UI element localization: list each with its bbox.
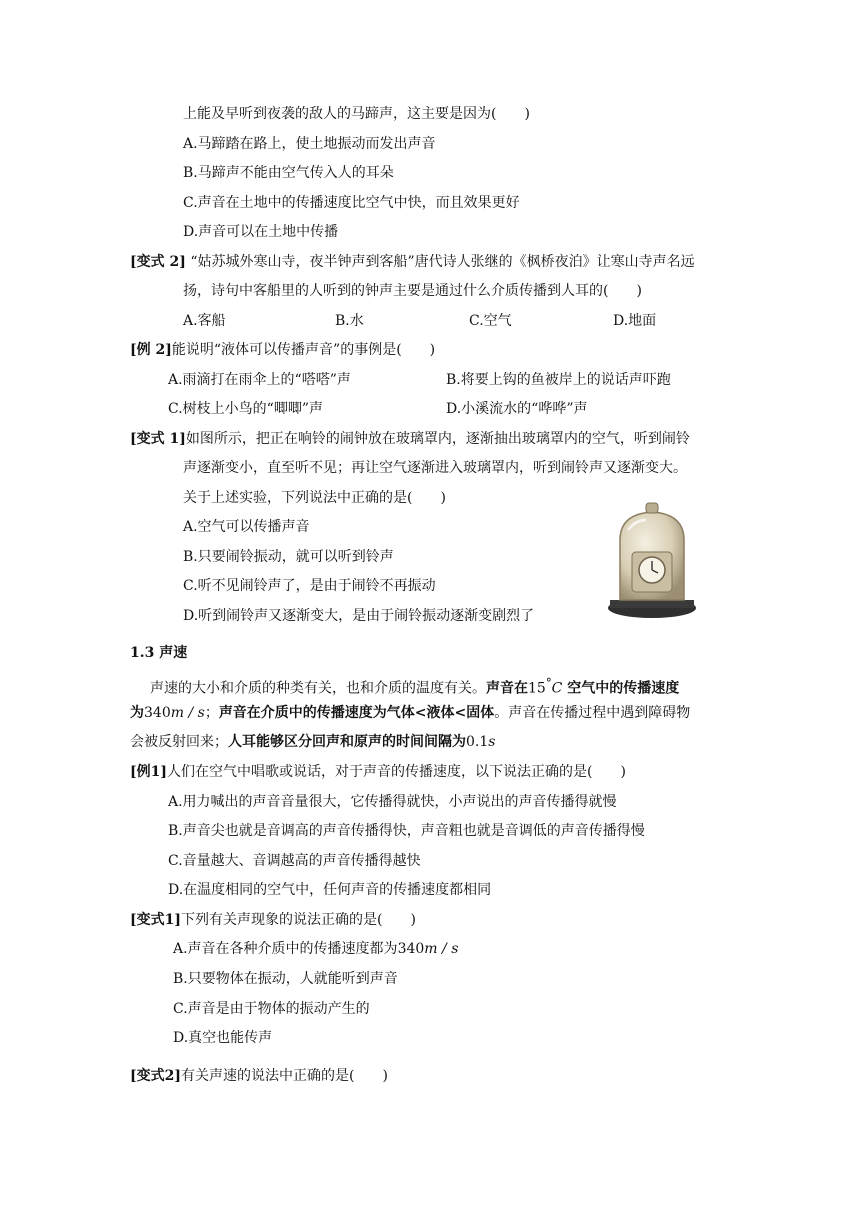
question-stem-continued: 关于上述实验，下列说法中正确的是( ) [183, 490, 446, 506]
option-b: B.声音尖也就是音调高的声音传播得快，声音粗也就是音调低的声音传播得慢 [168, 823, 645, 839]
text-run: 为 [130, 705, 144, 721]
question-stem-continued: 声逐渐变小，直至听不见；再让空气逐渐进入玻璃罩内，听到闹铃声又逐渐变大。 [183, 460, 687, 476]
question-stem-continued: 扬，诗句中客船里的人听到的钟声主要是通过什么介质传播到人耳的( ) [183, 283, 642, 299]
paragraph-line [130, 703, 690, 723]
option-b: B.水 [335, 313, 364, 329]
question-tag: [例 2] [130, 342, 172, 358]
interval-value: 0.1 [466, 734, 489, 750]
question-stem: 下列有关声现象的说法正确的是( ) [181, 912, 416, 928]
text-run: 声音在介质中的传播速度为气体<液体<固体 [218, 705, 495, 721]
option-a: A.空气可以传播声音 [183, 519, 310, 535]
variant-1-question [130, 429, 690, 449]
speed-value: 340 [397, 941, 425, 957]
option-a: A.马蹄踏在路上，使土地振动而发出声音 [183, 136, 436, 152]
option-a: A.雨滴打在雨伞上的“嗒嗒”声 [168, 372, 351, 388]
text-run: 。声音在传播过程中遇到障碍物 [494, 705, 691, 721]
question-stem: 上能及早听到夜袭的敌人的马蹄声，这主要是因为( ) [183, 106, 530, 122]
option-c: C.树枝上小鸟的“唧唧”声 [168, 401, 323, 417]
bell-jar-alarm-clock-image [606, 500, 698, 620]
option-c: C.声音在土地中的传播速度比空气中快，而且效果更好 [183, 195, 520, 211]
question-tag: [例1] [130, 764, 167, 780]
question-stem: 如图所示，把正在响铃的闹钟放在玻璃罩内，逐渐抽出玻璃罩内的空气，听到闹铃 [185, 431, 690, 447]
option-d: D.听到闹铃声又逐渐变大，是由于闹铃振动逐渐变剧烈了 [183, 608, 535, 624]
question-tag: [变式2] [130, 1068, 181, 1084]
speed-value: 340 [144, 705, 171, 721]
option-d: D.真空也能传声 [173, 1030, 273, 1046]
option-c: C.空气 [469, 313, 512, 329]
speed-unit: m / s [424, 941, 459, 957]
example-2-question [130, 340, 435, 360]
option-b: B.将要上钩的鱼被岸上的说话声吓跑 [446, 372, 671, 388]
option-b: B.只要物体在振动，人就能听到声音 [173, 971, 398, 987]
option-c: C.音量越大、音调越高的声音传播得越快 [168, 853, 421, 869]
option-d: D.声音可以在土地中传播 [183, 224, 339, 240]
option-d: D.小溪流水的“哗哗”声 [446, 401, 588, 417]
variant-1-question [130, 910, 416, 930]
paragraph-line [130, 732, 495, 752]
question-tag: [变式 1] [130, 431, 186, 447]
question-stem: “姑苏城外寒山寺，夜半钟声到客船”唐代诗人张继的《枫桥夜泊》让寒山寺声名远 [185, 254, 695, 270]
variant-2-question [130, 252, 695, 272]
variant-2-question [130, 1066, 388, 1086]
text-run: 声速的大小和介质的种类有关，也和介质的温度有关。 [150, 680, 486, 697]
option-a: A.用力喊出的声音音量很大，它传播得就快，小声说出的声音传播得就慢 [168, 794, 617, 810]
option-a: A.客船 [183, 313, 226, 329]
option-text: A.声音在各种介质中的传播速度都为 [173, 941, 398, 957]
speed-unit: m / s [170, 705, 205, 721]
question-stem: 能说明“液体可以传播声音”的事例是( ) [171, 342, 436, 358]
option-d: D.地面 [613, 313, 657, 329]
text-run: 会被反射回来； [130, 734, 228, 750]
text-run: 空气中的传播速度 [562, 680, 680, 697]
question-stem: 有关声速的说法中正确的是( ) [181, 1068, 388, 1084]
option-b: B.只要闹铃振动，就可以听到铃声 [183, 549, 394, 565]
option-a [173, 939, 458, 959]
example-1-question [130, 762, 626, 782]
unit-c: C [551, 680, 563, 697]
option-b: B.马蹄声不能由空气传入人的耳朵 [183, 165, 394, 181]
question-stem: 人们在空气中唱歌或说话，对于声音的传播速度，以下说法正确的是( ) [167, 764, 626, 780]
degree-symbol: ° [545, 676, 552, 690]
time-unit: s [488, 734, 496, 750]
option-c: C.声音是由于物体的振动产生的 [173, 1001, 370, 1017]
option-c: C.听不见闹铃声了，是由于闹铃不再振动 [183, 578, 436, 594]
option-d: D.在温度相同的空气中，任何声音的传播速度都相同 [168, 882, 492, 898]
temperature-value: 15 [528, 680, 546, 697]
question-tag: [变式1] [130, 912, 181, 928]
text-run: ； [204, 705, 219, 721]
section-title: 1.3 声速 [130, 645, 188, 661]
question-tag: [变式 2] [130, 254, 186, 270]
paragraph-line [150, 673, 679, 699]
text-run: 人耳能够区分回声和原声的时间间隔为 [228, 734, 466, 750]
text-run: 声音在 [486, 680, 528, 697]
